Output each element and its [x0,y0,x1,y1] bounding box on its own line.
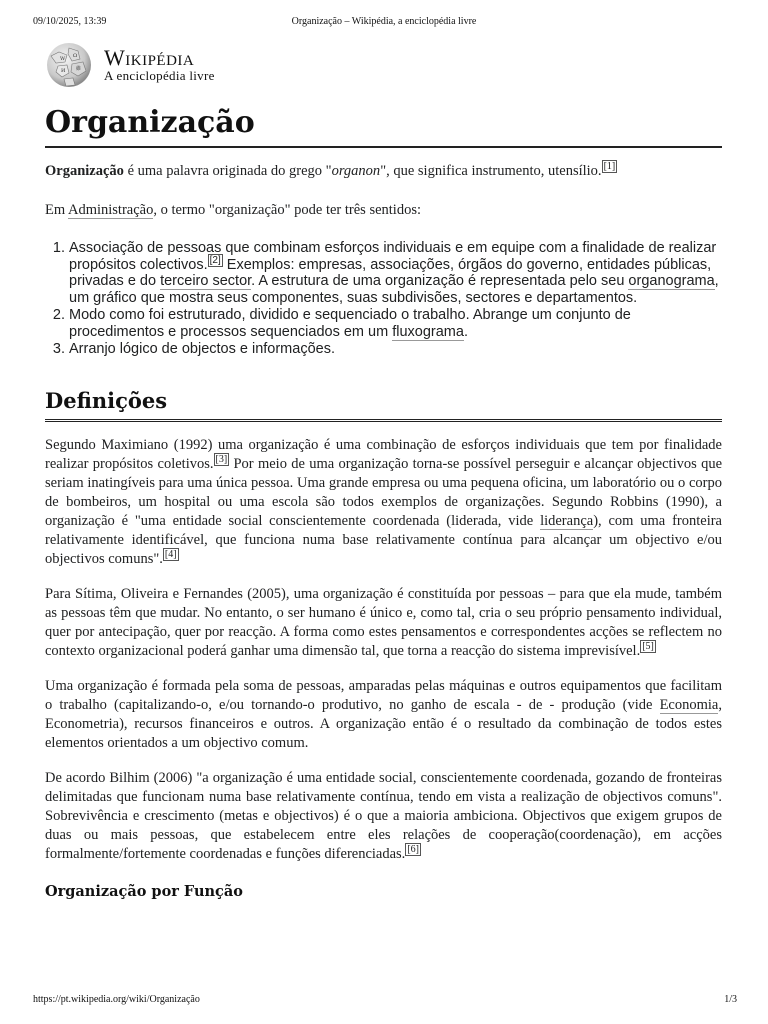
print-header [0,16,768,30]
svg-text:維: 維 [76,66,82,72]
intro-text: ", que significa instrumento, utensílio. [380,163,602,179]
intro-paragraph [45,162,722,181]
reference-link[interactable]: [3] [215,453,228,465]
list-item [69,240,722,306]
svg-text:Ω: Ω [73,53,78,59]
reference-link[interactable]: [2] [209,254,221,266]
print-url: https://pt.wikipedia.org/wiki/Organização [33,994,200,1005]
list-item: 3. Arranjo lógico de objectos e informações. [69,341,722,358]
reference-link[interactable]: [6] [407,843,419,855]
list-item-text: Associação de pessoas que combinam esforços individuais e em equipe com a finalidade de realizar propósitos colectivos. [69,240,717,273]
print-page-title: Organização – Wikipédia, a enciclopédia livre [291,16,477,27]
link-fluxograma[interactable]: fluxograma [392,323,464,340]
list-item-text: . [463,323,468,340]
print-page-number: 1/3 [724,994,737,1005]
paragraph-text: Para Sítima, Oliveira e Fernandes (2005), uma organização é constituída por pessoas – para que ela mude, também as pessoas têm que mudar. No entanto, o ser humano é único e, como tal, cria o seu próprio pensamento individual, quer por antecipação, quer por reacção. A forma como estes pensamentos e correspondentes acções se reflectem no contexto organizacional poderá ganhar uma dimensão tal, que torna a reacção do sistema imprevisível. [45,585,722,659]
list-item [69,307,722,340]
print-timestamp: 09/10/2025, 13:39 [33,16,107,27]
paragraph-text: Uma organização é formada pela soma de pessoas, amparadas pelas máquinas e outros equipamentos que facilitam o trabalho (capitalizando-o, e/ou tornando-o produtivo, no ganho de escala - de - produção (vide [45,677,722,713]
paragraph-text: Por meio de uma organização torna-se possível perseguir e alcançar objectivos que seriam inatingíveis para uma única pessoa. Uma grande empresa ou uma pequena oficina, um laboratório ou o corpo de bombeiros, um hospital ou uma escola são todos exemplos de organizações. Segundo Robbins (1990), a organização é "uma entidade social conscientemente coordenada (liderada, vide [45,455,722,529]
list-item-text: . A estrutura de uma organização é representada pelo seu [251,273,629,289]
article-content [45,104,722,901]
svg-text:W: W [60,56,66,62]
intro-bold-term: Organização [45,163,124,179]
link-lideranca[interactable]: liderança [540,512,594,529]
print-footer [0,994,768,1008]
wikipedia-wordmark: Wikipédia [104,45,195,70]
senses-list [45,240,722,358]
paragraph-text: ), com uma fronteira relativamente identificável, que funciona numa base relativamente contínua para alcançar um objectivo e/ou objectivos comuns". [45,512,722,567]
definition-paragraph [45,769,722,864]
definition-paragraph [45,436,722,569]
subsection-heading: Organização por Função [45,882,243,900]
wikipedia-logo[interactable] [45,42,245,88]
svg-text:И: И [61,68,66,74]
intro-italic-term: organon [331,163,381,179]
definition-paragraph [45,677,722,753]
senses-intro-text: Em [45,202,68,218]
list-item-text: Exemplos: empresas, associações, órgãos do governo, entidades públicas, privadas e do [69,256,712,289]
senses-intro [45,201,722,220]
reference-link[interactable]: [5] [642,640,654,652]
link-administracao[interactable]: Administração [67,202,154,218]
link-economia[interactable]: Economia [659,696,719,713]
wikipedia-globe-icon [45,42,93,88]
paragraph-text: , Econometria), recursos financeiros e outros. A organização então é o resultado da combinação de todos estes elementos orientados a um objectivo comum. [45,696,722,751]
link-terceiro-sector[interactable]: terceiro sector [160,273,252,289]
paragraph-text: Segundo Maximiano (1992) uma organização é uma combinação de esforços individuais que tem por finalidade realizar propósitos coletivos. [45,436,722,472]
reference-link[interactable]: [4] [164,548,177,560]
page-title: Organização [45,104,722,148]
definition-paragraph [45,585,722,661]
list-item-text: Modo como foi estruturado, dividido e sequenciado o trabalho. Abrange um conjunto de procedimentos e processos sequenciados em um [69,307,631,340]
senses-intro-text: , o termo "organização" pode ter três sentidos: [153,202,421,218]
list-item-text: , um gráfico que mostra seus componentes, suas subdivisões, sectores e departamentos. [69,273,719,306]
section-heading-definicoes: Definições [45,388,722,422]
paragraph-text: De acordo Bilhim (2006) "a organização é uma entidade social, conscientemente coordenada, gozando de fronteiras delimitadas que funcionam numa base relativamente contínua, tendo em vista a realização de objectivos comuns". Sobrevivência e crescimento (metas e objectivos) é o que a maioria ambiciona. Objectivos que exigem grupos de duas ou mais pessoas, que estabelecem entre eles relações de cooperação(coordenação), em acções formalmente/fortemente coordenadas e funções diferenciadas. [45,769,722,862]
link-organograma[interactable]: organograma [628,273,715,289]
wikipedia-tagline: A enciclopédia livre [104,68,215,83]
reference-link[interactable]: [1] [603,161,616,173]
intro-text: é uma palavra originada do grego " [123,163,332,179]
